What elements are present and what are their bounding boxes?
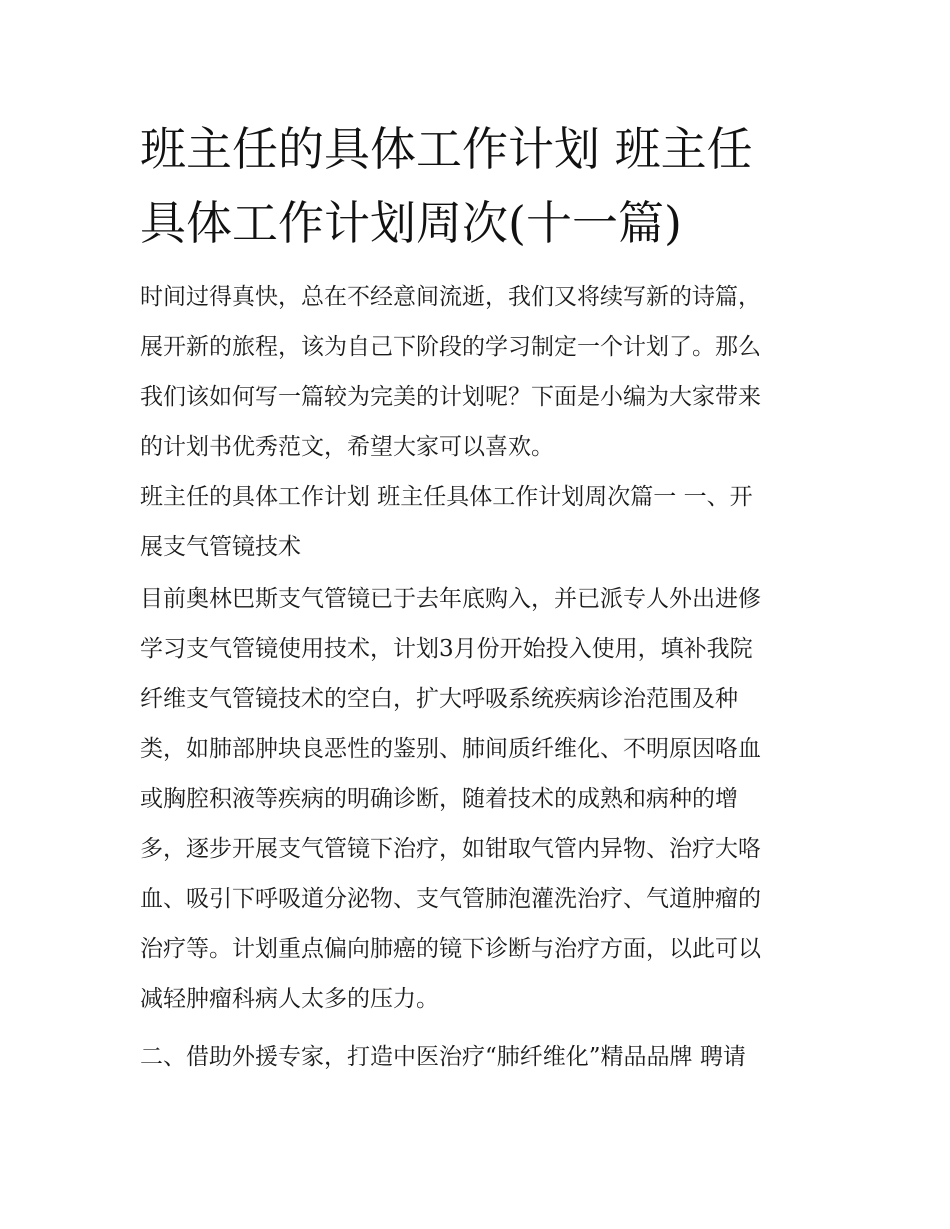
document-content xyxy=(140,112,815,1082)
text-line: 治疗等。计划重点偏向肺癌的镜下诊断与治疗方面，以此可以 xyxy=(140,936,761,962)
text-line: 或胸腔积液等疾病的明确诊断，随着技术的成熟和病种的增 xyxy=(140,786,738,812)
text-line: 展支气管镜技术 xyxy=(140,534,301,560)
text-line: 学习支气管镜使用技术，计划3月份开始投入使用，填补我院 xyxy=(140,636,753,662)
intro-paragraph xyxy=(140,272,815,472)
text-line: 类，如肺部肿块良恶性的鉴别、肺间质纤维化、不明原因咯血 xyxy=(140,736,761,762)
section-body-paragraph xyxy=(140,574,815,1024)
text-line: 时间过得真快，总在不经意间流逝，我们又将续写新的诗篇， xyxy=(140,284,761,310)
document-title xyxy=(140,112,815,260)
text-line: 展开新的旅程，该为自己下阶段的学习制定一个计划了。那么 xyxy=(140,334,761,360)
text-line: 纤维支气管镜技术的空白，扩大呼吸系统疾病诊治范围及种 xyxy=(140,686,738,712)
text-line: 多，逐步开展支气管镜下治疗，如钳取气管内异物、治疗大咯 xyxy=(140,836,761,862)
text-line: 我们该如何写一篇较为完美的计划呢？下面是小编为大家带来 xyxy=(140,384,761,410)
section-heading xyxy=(140,1032,815,1082)
section-heading xyxy=(140,472,815,572)
text-line: 目前奥林巴斯支气管镜已于去年底购入，并已派专人外出进修 xyxy=(140,586,761,612)
title-line: 具体工作计划周次(十一篇) xyxy=(140,196,682,250)
text-line: 班主任的具体工作计划 班主任具体工作计划周次篇一 一、开 xyxy=(140,484,753,510)
text-line: 的计划书优秀范文，希望大家可以喜欢。 xyxy=(140,434,554,460)
title-line: 班主任的具体工作计划 班主任 xyxy=(140,122,753,176)
text-line: 二、借助外援专家，打造中医治疗“肺纤维化”精品品牌 聘请 xyxy=(140,1044,746,1070)
text-line: 血、吸引下呼吸道分泌物、支气管肺泡灌洗治疗、气道肿瘤的 xyxy=(140,886,761,912)
text-line: 减轻肿瘤科病人太多的压力。 xyxy=(140,986,439,1012)
